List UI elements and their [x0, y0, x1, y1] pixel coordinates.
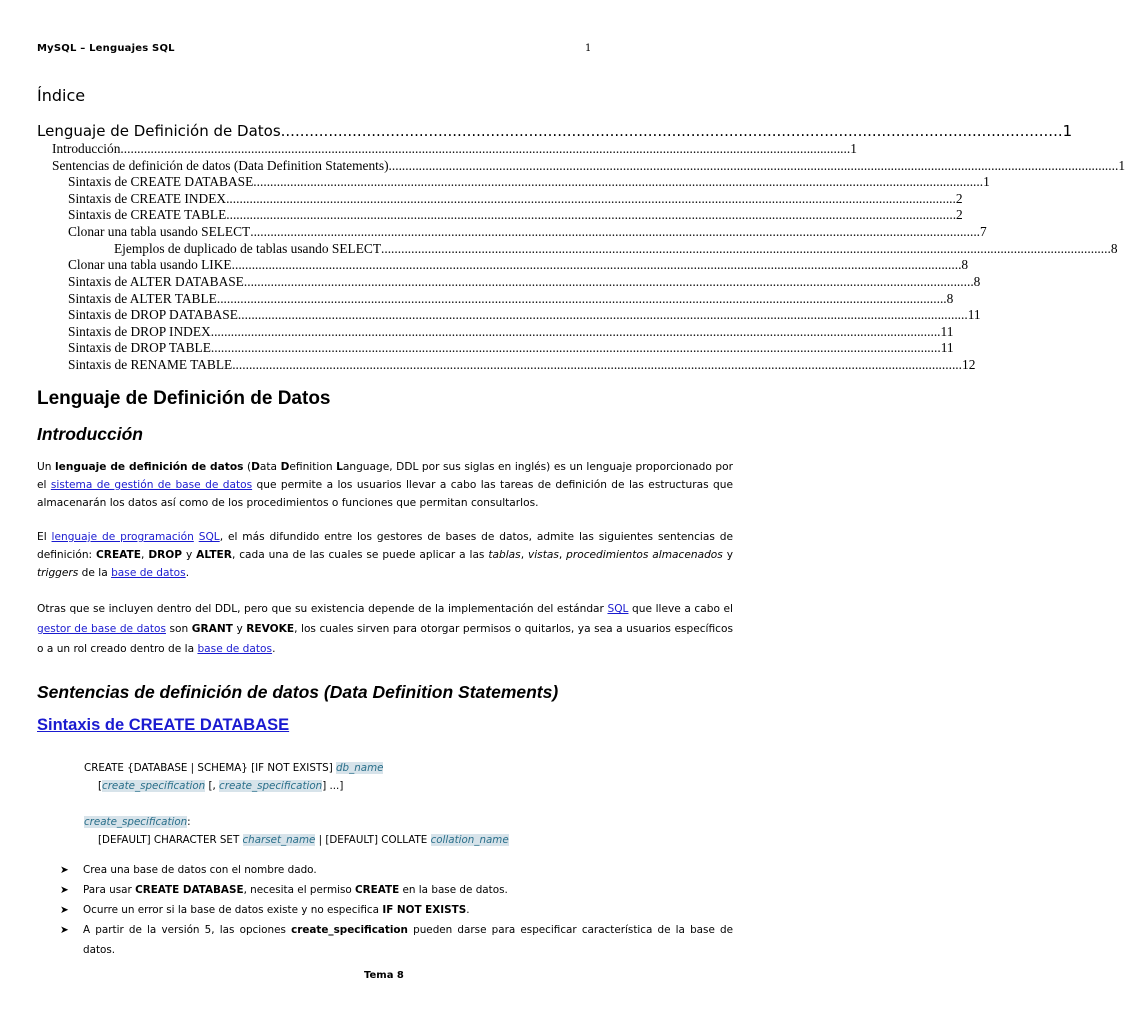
toc-leader: .......................................................................................................................................................................................................................... — [226, 207, 957, 222]
toc-entry-label: Clonar una tabla usando SELECT — [68, 224, 251, 239]
list-item: ➤ Crea una base de datos con el nombre dado. — [60, 861, 733, 881]
toc-entry-page: 1 — [1062, 122, 1073, 140]
link-sql[interactable]: SQL — [198, 531, 220, 543]
toc-entry-page: 8 — [946, 291, 954, 306]
intro-paragraph-1: Un lenguaje de definición de datos (Data Definition Language, DDL por sus siglas en inglés) es un lenguaje proporcionado por el sistema de gestión de base de datos que permite a los usuarios llevar a cabo las tareas de definición de las estructuras que almacenarán los datos así como de los procedimientos o funciones que permitan consultarlos. — [37, 461, 733, 509]
intro-paragraph-2: El lenguaje de programación SQL, el más difundido entre los gestores de bases de datos, admite las siguientes sentencias de definición: CREATE, DROP y ALTER, cada una de las cuales se puede aplicar a las tablas, vistas, procedimientos almacenados y triggers de la base de datos. — [37, 531, 734, 579]
running-header-title: MySQL – Lenguajes SQL — [37, 43, 175, 54]
toc-leader: .......................................................................................................................................................................................................................... — [210, 340, 941, 355]
toc-leader: .......................................................................................................................................................................................................................... — [250, 224, 981, 239]
toc-entry-label: Sentencias de definición de datos (Data Definition Statements) — [52, 158, 389, 173]
running-header-page: 1 — [585, 43, 592, 54]
toc-entry-label: Sintaxis de CREATE DATABASE — [68, 174, 254, 189]
toc-entry-label: Sintaxis de DROP INDEX — [68, 324, 211, 339]
syntax-line: [DEFAULT] CHARACTER SET charset_name | [DEFAULT] COLLATE collation_name — [98, 834, 509, 846]
arrow-bullet-icon: ➤ — [60, 904, 69, 916]
toc-leader: .......................................................................................................................................................................................................................... — [210, 324, 941, 339]
toc-leader: .......................................................................................................................................................................................................................... — [237, 307, 968, 322]
toc-entry-page: 8 — [973, 274, 981, 289]
page-footer: Tema 8 — [364, 970, 404, 981]
toc-entry-label: Introducción — [52, 141, 121, 156]
arrow-bullet-icon: ➤ — [60, 924, 69, 936]
toc-entry-label: Sintaxis de CREATE INDEX — [68, 191, 227, 206]
create-database-heading-link[interactable]: Sintaxis de CREATE DATABASE — [37, 716, 290, 734]
toc-entry[interactable] — [68, 324, 954, 340]
toc-entry[interactable] — [68, 207, 963, 223]
toc-entry-page: 11 — [940, 340, 954, 355]
section-heading: Lenguaje de Definición de Datos — [37, 388, 331, 409]
arrow-bullet-icon: ➤ — [60, 884, 69, 896]
list-item: ➤ Para usar CREATE DATABASE, necesita el permiso CREATE en la base de datos. — [60, 881, 733, 901]
list-item: ➤ Ocurre un error si la base de datos existe y no especifica IF NOT EXISTS. — [60, 901, 733, 921]
list-item: ➤ A partir de la versión 5, las opciones create_specification pueden darse para especificar característica de la base de datos. — [60, 921, 733, 960]
toc-entry[interactable] — [68, 191, 963, 207]
toc-entry[interactable] — [52, 158, 1125, 174]
subsection-heading: Sentencias de definición de datos (Data Definition Statements) — [37, 682, 559, 702]
toc-entry[interactable] — [37, 122, 1073, 140]
toc-title: Índice — [37, 86, 86, 105]
toc-leader: .......................................................................................................................................................................................................................... — [381, 241, 1111, 256]
toc-entry-page: 7 — [980, 224, 987, 239]
toc-entry-page: 1 — [850, 141, 857, 156]
link-programming-language[interactable]: lenguaje de programación — [51, 531, 194, 543]
toc-entry-page: 11 — [967, 307, 981, 322]
toc-entry-label: Sintaxis de CREATE TABLE — [68, 207, 227, 222]
toc-entry-label: Clonar una tabla usando LIKE — [68, 257, 232, 272]
toc-entry[interactable] — [114, 241, 1118, 257]
toc-entry-page: 8 — [1110, 241, 1118, 256]
toc-leader: .......................................................................................................................................................................................................................... — [120, 141, 851, 156]
toc-entry-page: 11 — [940, 324, 954, 339]
toc-leader: .......................................................................................................................................................................................................................... — [216, 291, 947, 306]
syntax-line: [create_specification [, create_specification] ...] — [98, 780, 344, 792]
toc-entry-label: Sintaxis de DROP TABLE — [68, 340, 211, 355]
toc-leader: .......................................................................................................................................................................................................................... — [243, 274, 974, 289]
toc-entry[interactable] — [68, 224, 987, 240]
link-dbms[interactable]: sistema de gestión de base de datos — [50, 479, 253, 491]
subsection-heading: Introducción — [37, 424, 143, 444]
link-sql[interactable]: SQL — [607, 603, 629, 615]
toc-entry[interactable] — [68, 340, 954, 356]
toc-leader: .................................................................................................................................................................... — [280, 122, 1063, 140]
toc-entry[interactable] — [68, 307, 981, 323]
link-db-manager[interactable]: gestor de base de datos — [37, 623, 166, 635]
toc-leader: .......................................................................................................................................................................................................................... — [226, 191, 956, 206]
toc-entry-page: 8 — [961, 257, 969, 272]
syntax-line: CREATE {DATABASE | SCHEMA} [IF NOT EXISTS] db_name — [84, 762, 384, 774]
toc-entry-label: Lenguaje de Definición de Datos — [37, 122, 281, 140]
toc-entry-page: 12 — [962, 357, 976, 372]
toc-leader: .......................................................................................................................................................................................................................... — [388, 158, 1119, 173]
toc-leader: .......................................................................................................................................................................................................................... — [253, 174, 984, 189]
toc-entry-page: 1 — [983, 174, 990, 189]
toc-entry-label: Sintaxis de DROP DATABASE — [68, 307, 238, 322]
toc-entry[interactable] — [68, 357, 976, 373]
link-database[interactable]: base de datos — [197, 643, 273, 655]
toc-entry[interactable] — [68, 174, 990, 190]
toc-entry[interactable] — [68, 257, 969, 273]
toc-entry[interactable] — [68, 291, 954, 307]
toc-entry-page: 2 — [956, 207, 963, 222]
toc-leader: .......................................................................................................................................................................................................................... — [231, 257, 962, 272]
toc-entry-label: Sintaxis de RENAME TABLE — [68, 357, 233, 372]
link-database[interactable]: base de datos — [111, 567, 186, 579]
toc-entry-page: 2 — [955, 191, 963, 206]
toc-leader: .......................................................................................................................................................................................................................... — [232, 357, 962, 372]
toc-entry-label: Sintaxis de ALTER TABLE — [68, 291, 217, 306]
toc-entry[interactable] — [52, 141, 857, 157]
intro-paragraph-3: Otras que se incluyen dentro del DDL, pero que su existencia depende de la implementación del estándar SQL que lleve a cabo el gestor de base de datos son GRANT y REVOKE, los cuales sirven para otorgar permisos o quitarlos, ya sea a usuarios específicos o a un rol creado dentro de la base de datos. — [37, 603, 733, 655]
toc-entry-label: Ejemplos de duplicado de tablas usando SELECT — [114, 241, 382, 256]
toc-entry-label: Sintaxis de ALTER DATABASE — [68, 274, 244, 289]
syntax-line: create_specification: — [84, 816, 191, 828]
arrow-bullet-icon: ➤ — [60, 864, 69, 876]
toc-entry[interactable] — [68, 274, 981, 290]
toc-entry-page: 1 — [1118, 158, 1125, 173]
